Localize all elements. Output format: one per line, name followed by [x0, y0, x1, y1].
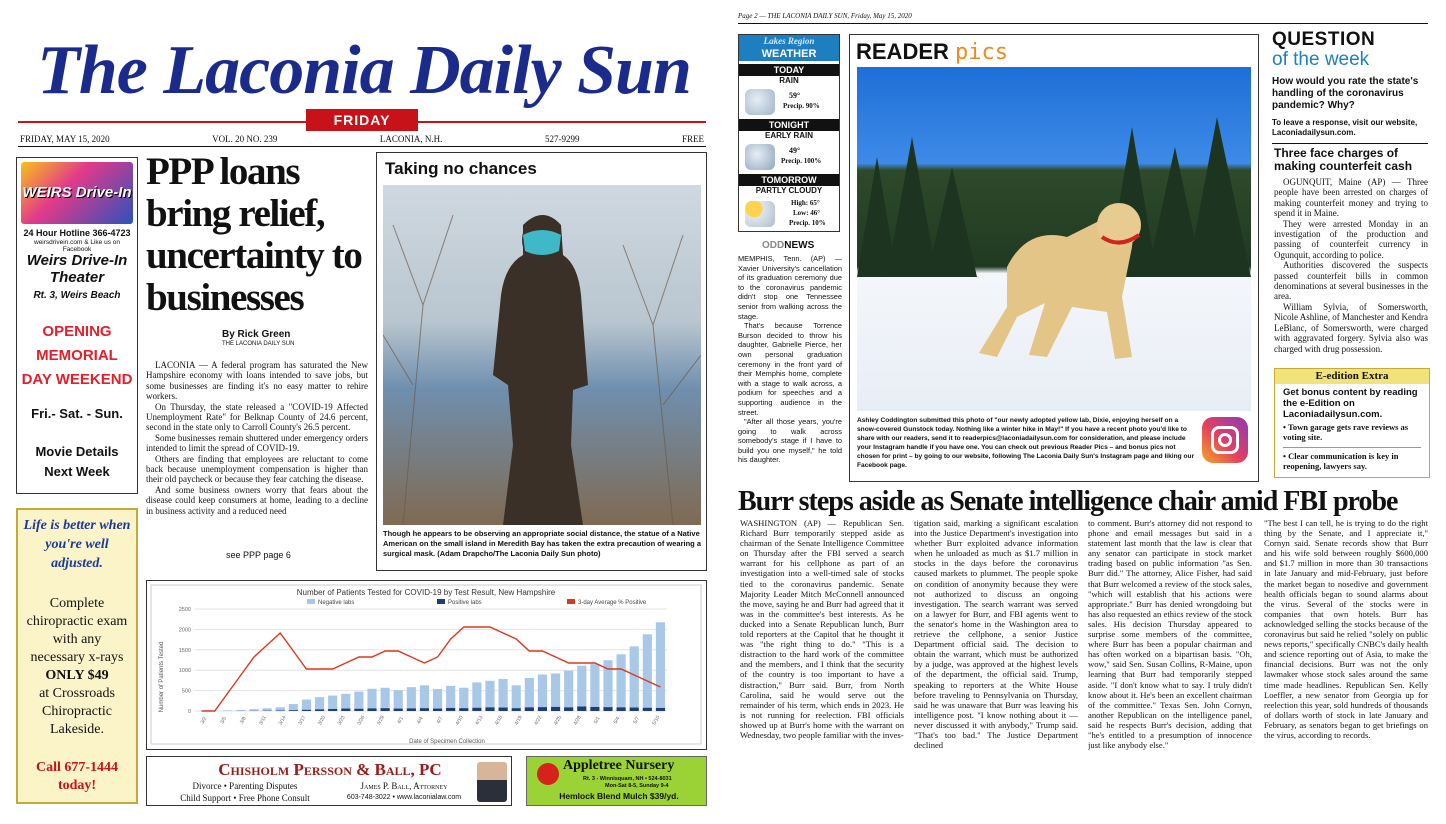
x-tick-label: 4/16 [493, 714, 504, 727]
law-attorney: James P. Ball, Attorney [360, 781, 448, 791]
partly-cloudy-icon [745, 201, 775, 227]
qow-rule [1272, 143, 1428, 144]
bar-positive [656, 708, 665, 711]
weirs-web: weirsdrivein.com & Like us on Facebook [34, 239, 120, 253]
oddnews-label-a: ODD [762, 240, 785, 251]
bar-negative [354, 692, 363, 709]
bar-positive [407, 708, 416, 711]
x-tick-label: 4/4 [415, 715, 425, 726]
burr-column-1: WASHINGTON (AP) — Republican Sen. Richard Burr temporarily stepped aside as chairman of the Senate Intelligence Committee on Thursday after the FBI served a search warrant for his cellphone as part of an investigation into a well-timed sale of stocks tied to the coronavirus pandemic. Senate Majority Leader Mitch McConnell announced the move, saying he and Burr had agreed that it was in the committee's best interests. As he ducked into a Senate Republican lunch, Burr told reporters at the Capitol that he thought it was "the right thing to do." "This is a distraction to the hard work of the committee and the members, and I think that the security of the country is too important to have a distraction," Burr said. Burr, from North Carolina, said he would serve out the remainder of his term, which ends in 2023. He is not running for reelection. FBI officials showed up at Burr's home with the warrant on Wednesday, two people familiar with the inves- [740, 518, 904, 740]
chiro-offer: Complete chiropractic exam with any necessary x-rays [26, 596, 128, 665]
bar-negative [590, 664, 599, 707]
folio-rule [738, 23, 1428, 24]
wx-tonight-row [739, 142, 839, 174]
burr-column-3: to comment. Burr's attorney did not respond to phone and email messages but said in a statement last month that the law is clear that any senator can participate in stock market trading based on public information "as Sen. Burr did." The attorney, Alice Fisher, had said that Burr welcomed a review of the stock sales, "which will establish that his actions were appropriate." Burr has denied wrongdoing but has also requested an ethics review of the stock sales. His decision Thursday appeared to surprise some members of the committee, where Burr has been a popular chairman and has often worked on a bipartisan basis. "Oh, wow," said Sen. Susan Collins, R-Maine, upon learning that Burr had temporarily stepped aside. "I don't know what to say. I truly didn't know about it. He's been an excellent chairman of the committee." Texas Sen. John Cornyn, another Republican on the intelligence panel, said he respects Burr's decision, adding that "he's entitled to a presumption of innocence just like anybody else." [1088, 518, 1252, 751]
main-story-body [146, 360, 368, 548]
weirs-logo: WEIRS Drive-In [21, 162, 133, 224]
dateline [18, 131, 706, 147]
bar-negative [459, 688, 468, 708]
main-headline[interactable]: PPP loans bring relief, uncertainty to businesses [146, 150, 362, 319]
instagram-icon[interactable] [1202, 417, 1248, 463]
page-folio: Page 2 — THE LACONIA DAILY SUN, Friday, May 15, 2020 [738, 12, 912, 20]
bar-negative [577, 666, 586, 707]
photo-caption: Though he appears to be observing an appropriate social distance, the statue of a Native American on the small island in Meredith Bay has taken the extra precaution of wearing a surgical mask. (Adam Drapcho/The Laconia Daily Sun photo) [383, 529, 702, 558]
bar-positive [564, 707, 573, 711]
reader-caption: Ashley Coddington submitted this photo of "our newly adopted yellow lab, Dixie, enjoying herself on a snow-covered Gunstock today. Nothing like a winter hike in May!" If you have a recent photo you'd like to share with our readers, send it to readerpics@laconiadailysun.com for consideration, and please include your Instagram handle if you have one. You can check out previous Reader Pics – and bonus pics not chosen for print – by going to our website, following The Laconia Daily Sun's Instagram page and liking our Facebook page. [857, 417, 1195, 469]
x-tick-label: 3/14 [277, 714, 288, 727]
counterfeit-paragraph: They were arrested Monday in an investigation of the production and passing of counterfeit currency in Ogunquit, according to police. [1274, 218, 1428, 260]
bar-positive [328, 709, 337, 711]
byline: By Rick Green [222, 329, 291, 340]
eedition-lead: Get bonus content by reading the e-Edition on Laconiadailysun.com. [1283, 387, 1418, 420]
x-tick-label: 4/19 [513, 714, 524, 727]
counterfeit-paragraph: William Sylvia, of Somersworth, Nicole Ashline, of Manchester and Kendra LeBlanc, of Somersworth, were charged with aggravated forgery. Sylvia also was charged with drug possession. [1274, 301, 1428, 354]
chart-xlabel: Date of Specimen Collection [409, 739, 485, 745]
wx-tonight-precip: Precip. 100% [781, 157, 822, 165]
chart-svg [147, 581, 705, 748]
story-paragraph: On Thursday, the state released a "COVID-19 Affected Unemployment Rate" for Belknap County of 24.6 percent, second in the state only to Carroll County's 26.5 percent. [146, 401, 368, 433]
bar-negative [512, 685, 521, 708]
wx-tonight-cond: EARLY RAIN [764, 131, 813, 140]
x-tick-label: 4/10 [454, 714, 465, 727]
bar-positive [446, 708, 455, 711]
nursery-address: Rt. 3 - Winnisquam, NH • 524-8031 [583, 776, 672, 782]
rain-cloud-icon [745, 89, 775, 115]
bar-negative [236, 710, 245, 711]
oddnews-paragraph: MEMPHIS, Tenn. (AP) — Xavier University's cancellation of its graduation ceremony due to the coronavirus pandemic didn't stop one Tennessee senior from walking across the stage. [738, 254, 842, 321]
y-tick-label: 2000 [178, 627, 191, 634]
bar-negative [341, 694, 350, 709]
dateline-phone: 527-9299 [544, 133, 580, 144]
bar-negative [525, 678, 534, 707]
x-tick-label: 3/17 [297, 714, 308, 727]
bar-negative [485, 681, 494, 708]
weirs-opening: OPENING MEMORIAL DAY WEEKEND [21, 323, 133, 388]
story-paragraph: Some businesses remain shuttered under emergency orders intended to limit the spread of COVID-19. [146, 432, 368, 454]
law-services: Divorce • Parenting Disputes [192, 781, 298, 791]
masthead-title: The Laconia Daily Sun [37, 32, 691, 109]
burr-column-2: tigation said, marking a significant escalation into the Justice Department's investigation into whether Burr exploited advance information when he unloaded as much as $1.7 million in stocks in the days before the coronavirus caused markets to plummet. The people spoke on condition of anonymity because they were not authorized to discuss an ongoing investigation. The search warrant was served on a lawyer for Burr, and FBI agents went to the senator's home in the Washington area to retrieve the cellphone, a senior Justice Department official said. The decision to obtain the warrant, which must be authorized by a judge, was approved at the highest levels of the department, the official said. Trump, speaking to reporters at the White House before traveling to Pennsylvania on Thursday, said he was unaware that Burr was leaving his intelligence post. "I know nothing about it — never discussed it with anybody," Trump said. "That's too bad." The Justice Department declined [914, 518, 1078, 751]
oddnews-body [738, 254, 842, 474]
wx-today-temp: 59° [789, 91, 801, 100]
weather-box [738, 34, 840, 232]
dateline-date: FRIDAY, MAY 15, 2020 [20, 133, 110, 144]
bar-positive [617, 707, 626, 711]
qow-respond[interactable]: To leave a response, visit our website, Laconiadailysun.com. [1272, 118, 1418, 137]
bar-negative [643, 634, 652, 707]
x-tick-label: 3/20 [316, 714, 327, 727]
weirs-name: Weirs Drive-In Theater [26, 252, 128, 286]
bar-negative [551, 673, 560, 706]
dateline-price: FREE [681, 133, 704, 144]
photo-title: Taking no chances [385, 159, 537, 178]
legend-swatch [307, 599, 315, 604]
bar-positive [499, 708, 508, 711]
bar-positive [315, 709, 324, 711]
bar-negative [433, 689, 442, 709]
bar-negative [289, 704, 298, 710]
bar-positive [302, 710, 311, 711]
law-firm-name: Chisholm Persson & Ball, PC [218, 760, 442, 779]
wx-tomorrow-label: TOMORROW [739, 174, 839, 186]
bar-positive [590, 707, 599, 711]
legend-swatch [567, 599, 575, 604]
chiro-place: at Crossroads Chiropractic Lakeside. [39, 686, 115, 737]
bar-negative [538, 674, 547, 707]
covid-chart [146, 580, 707, 750]
e-edition-box[interactable] [1274, 368, 1430, 478]
attorney-portrait [477, 762, 507, 802]
x-tick-label: 4/7 [435, 715, 445, 726]
chiropractic-ad[interactable] [16, 508, 138, 804]
bar-positive [603, 707, 612, 711]
bar-positive [381, 708, 390, 711]
nursery-hours: Mon-Sat 8-5, Sunday 9-4 [605, 783, 669, 789]
counterfeit-headline[interactable]: Three face charges of making counterfeit cash [1274, 146, 1413, 173]
x-tick-label: 3/5 [219, 715, 228, 726]
jump-link[interactable]: see PPP page 6 [226, 550, 291, 560]
x-tick-label: 3/29 [375, 714, 386, 727]
x-tick-label: 3/11 [258, 714, 268, 727]
wx-tomorrow-low: Low: 46° [793, 209, 821, 217]
bar-negative [564, 671, 573, 708]
bar-negative [302, 700, 311, 710]
bar-negative [446, 686, 455, 708]
day-tab: FRIDAY [306, 109, 418, 131]
y-tick-label: 0 [187, 709, 191, 715]
dog-illustration [857, 67, 1251, 411]
eedition-item-1: • Town garage gets rave reviews as voting site. [1283, 422, 1409, 442]
reader-pics [849, 34, 1259, 482]
bar-negative [249, 709, 258, 711]
bar-positive [459, 708, 468, 711]
weirs-address: Rt. 3, Weirs Beach [33, 290, 121, 301]
bar-negative [263, 708, 272, 710]
x-tick-label: 3/26 [356, 714, 367, 727]
bar-positive [341, 709, 350, 711]
wx-today-precip: Precip. 90% [783, 102, 820, 110]
eedition-title: E-edition Extra [1275, 369, 1429, 384]
y-tick-label: 500 [181, 688, 191, 695]
wx-tomorrow-precip: Precip. 10% [789, 219, 826, 227]
story-paragraph: Others are finding that employees are reluctant to come back because unemployment compensation is higher than their old paycheck or because they fear catching the disease. [146, 453, 368, 485]
oddnews-paragraph: That's because Torrence Burson decided to throw his daughter, Gabrielle Pierce, her own personal graduation ceremony in the front yard of their Memphis home, complete with a stage to walk across, a podium for speeches and a supporting audience in the street. [738, 321, 842, 417]
oddnews-label-b: NEWS [784, 240, 815, 251]
x-tick-label: 3/2 [199, 715, 209, 726]
story-paragraph: LACONIA — A federal program has saturated the New Hampshire economy with loans intended to save jobs, but some businesses are finding it's no easy matter to rehire workers. [146, 360, 368, 402]
photo-feature [376, 152, 707, 571]
bar-positive [525, 707, 534, 711]
bar-positive [577, 707, 586, 711]
eedition-item-2: • Clear communication is key in reopening, lawyers say. [1283, 451, 1399, 471]
wx-tomorrow-row [739, 197, 839, 233]
rain-cloud-icon [745, 144, 775, 170]
bar-negative [328, 695, 337, 708]
law-firm-ad[interactable] [146, 756, 512, 806]
x-tick-label: 4/28 [572, 714, 583, 727]
bar-negative [420, 685, 429, 708]
bar-positive [630, 708, 639, 711]
y-tick-label: 1000 [178, 668, 191, 675]
law-services-2: Child Support • Free Phone Consult [180, 793, 310, 803]
nursery-ad[interactable] [526, 756, 707, 806]
wx-tonight-temp: 49° [789, 146, 801, 155]
bar-negative [223, 710, 232, 711]
bar-negative [367, 689, 376, 709]
reader-title-b: pics [955, 40, 1009, 65]
wx-tonight-label: TONIGHT [739, 119, 839, 131]
qow-title-b: of the week [1272, 49, 1370, 70]
legend-label: 3-day Average % Positive [578, 600, 647, 606]
weirs-drive-in-ad[interactable] [16, 157, 138, 494]
bar-negative [315, 697, 324, 709]
bar-positive [472, 708, 481, 711]
dog-photo [857, 67, 1251, 411]
oddnews-paragraph: "After all those years, you're going to walk across somebody's stage if I have to build you one myself," he told his daughter. [738, 417, 842, 465]
bar-positive [367, 708, 376, 711]
chart-title: Number of Patients Tested for COVID-19 by Test Result, New Hampshire [296, 588, 556, 597]
dateline-location: LACONIA, N.H. [379, 133, 443, 144]
x-tick-label: 5/1 [592, 715, 602, 726]
question-of-week [1272, 30, 1428, 138]
bar-positive [354, 709, 363, 711]
statue-illustration [383, 185, 701, 525]
bar-negative [472, 682, 481, 707]
x-tick-label: 5/10 [651, 714, 662, 727]
nursery-offer: Hemlock Blend Mulch $39/yd. [559, 791, 679, 801]
x-tick-label: 3/8 [238, 715, 248, 726]
dateline-volume: VOL. 20 NO. 239 [212, 133, 278, 144]
weirs-days: Fri.- Sat. - Sun. [31, 406, 123, 421]
qow-title-a: QUESTION [1272, 29, 1376, 50]
counterfeit-paragraph: Authorities discovered the suspects passed counterfeit bills in common denominations at several businesses in the area. [1274, 260, 1428, 302]
weather-brand-bottom: WEATHER [739, 47, 839, 61]
bar-positive [433, 709, 442, 711]
bar-positive [538, 707, 547, 711]
chiro-price: ONLY $49 [45, 668, 109, 683]
chart-ylabel: Number of Patients Tested [159, 641, 165, 713]
weather-brand-top: Lakes Region [739, 35, 839, 47]
reader-pics-title [856, 39, 1008, 65]
y-tick-label: 1500 [178, 647, 191, 654]
chiro-call: Call 677-1444 today! [35, 760, 119, 793]
burr-column-4: "The best I can tell, he is trying to do the right thing by the Senate, and I appreciate it," Cornyn said. Senate records show that Burr and his wife sold between roughly $600,000 and $1.7 million in more than 30 transactions in late January and mid-February, just before the market began to nosedive and government health officials began to sound alarms about the virus. Several of the stocks were in companies that own hotels. Burr has acknowledged selling the stocks because of the coronavirus but said he relied "solely on public news reports," specifically CNBC's daily health and science reporting out of Asia, to make the financial decisions. Burr was not the only lawmaker whose stock sales around the same time made headlines. Republican Sen. Kelly Loeffler, a new senator from Georgia up for reelection this year, sold hundreds of thousands of dollars worth of stock in late January and February, as senators began to get briefings on the virus, according to records. [1264, 518, 1428, 740]
bar-positive [512, 708, 521, 711]
story-paragraph: And some business owners worry that fears about the disease could keep consumers at home, leading to a decline in business activity and a reduced need [146, 484, 368, 516]
wx-today-label: TODAY [739, 64, 839, 76]
burr-headline[interactable]: Burr steps aside as Senate intelligence chair amid FBI probe [738, 486, 1398, 517]
bar-negative [407, 687, 416, 708]
wx-today-cond: RAIN [779, 76, 799, 85]
y-tick-label: 2500 [178, 607, 191, 613]
bar-positive [394, 709, 403, 711]
bar-positive [551, 707, 560, 711]
bar-negative [276, 707, 285, 710]
bar-negative [499, 679, 508, 708]
wx-tomorrow-high: High: 65° [791, 199, 820, 207]
wx-tomorrow-cond: PARTLY CLOUDY [755, 186, 823, 195]
x-tick-label: 5/4 [612, 715, 622, 726]
x-tick-label: 4/13 [474, 714, 485, 727]
reader-title-a: READER [856, 39, 949, 64]
chiro-tagline: Life is better when you're well adjusted. [23, 518, 131, 571]
bar-positive [420, 708, 429, 711]
x-tick-label: 4/1 [396, 715, 405, 726]
bar-negative [381, 688, 390, 708]
nursery-name: Appletree Nursery [563, 758, 675, 773]
weirs-hotline: 24 Hour Hotline 366-4723 [23, 228, 131, 238]
x-tick-label: 4/22 [533, 714, 544, 727]
byline-org: THE LACONIA DAILY SUN [222, 341, 295, 347]
x-tick-label: 4/25 [552, 714, 563, 727]
bar-positive [485, 707, 494, 711]
legend-swatch [437, 599, 445, 604]
bar-negative [656, 622, 665, 708]
law-contact: 603-748-3022 • www.laconialaw.com [346, 794, 462, 801]
bar-negative [394, 690, 403, 708]
wx-today-row [739, 87, 839, 119]
counterfeit-body [1274, 177, 1428, 363]
x-tick-label: 5/7 [632, 715, 641, 726]
qow-question: How would you rate the state's handling of the coronavirus pandemic? Why? [1272, 76, 1419, 111]
apple-icon [537, 763, 559, 785]
oddnews-label [762, 240, 814, 251]
legend-label: Negative labs [318, 600, 355, 606]
legend-label: Positive labs [448, 600, 482, 606]
bar-negative [617, 654, 626, 707]
instagram-icon-lens [1218, 433, 1232, 447]
counterfeit-paragraph: OGUNQUIT, Maine (AP) — Three people have been arrested on charges of making counterfeit money and trying to spend it in Maine. [1274, 177, 1428, 219]
bar-positive [289, 710, 298, 711]
statue-photo [383, 185, 701, 525]
weirs-movie-details: Movie Details Next Week [35, 444, 119, 479]
x-tick-label: 3/23 [336, 714, 347, 727]
bar-positive [643, 708, 652, 711]
